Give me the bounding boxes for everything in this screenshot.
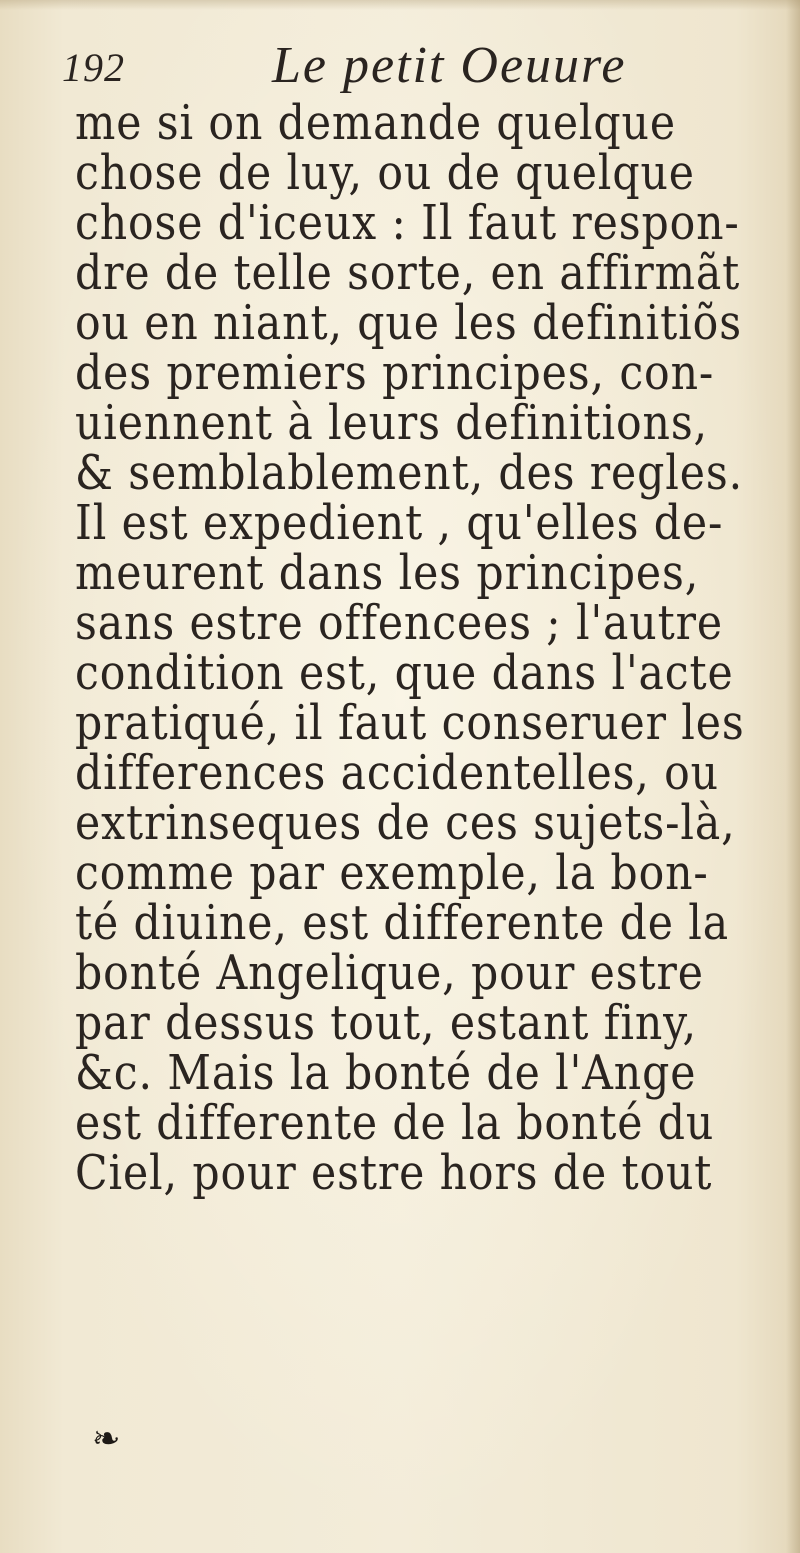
body-text <box>0 95 800 1201</box>
text-line-2: chose de luy, ou de quelque <box>75 145 695 201</box>
text-line-15: extrinseques de ces sujets-là, <box>75 795 736 851</box>
text-line-19: par dessus tout, estant finy, <box>75 995 697 1051</box>
text-line-22: Ciel, pour estre hors de tout <box>75 1145 713 1201</box>
text-line-11: sans estre offencees ; l'autre <box>75 595 723 651</box>
text-line-12: condition est, que dans l'acte <box>75 645 734 701</box>
text-line-10: meurent dans les principes, <box>75 545 700 601</box>
text-line-18: bonté Angelique, pour estre <box>75 945 704 1001</box>
text-line-5: ou en niant, que les definitiõs <box>75 295 742 351</box>
text-line-20: &c. Mais la bonté de l'Ange <box>75 1045 697 1101</box>
text-line-17: té diuine, est differente de la <box>75 895 729 951</box>
text-line-1: me si on demande quelque <box>75 95 676 151</box>
page-header <box>62 36 722 96</box>
text-line-21: est differente de la bonté du <box>75 1095 715 1151</box>
text-line-7: uiennent à leurs definitions, <box>75 395 708 451</box>
text-line-9: Il est expedient , qu'elles de- <box>75 495 724 551</box>
text-line-14: differences accidentelles, ou <box>75 745 719 801</box>
text-line-4: dre de telle sorte, en affirmãt <box>75 245 741 301</box>
text-line-3: chose d'iceux : Il faut respon- <box>75 195 740 251</box>
page-number: 192 <box>62 45 125 90</box>
text-line-16: comme par exemple, la bon- <box>75 845 709 901</box>
text-line-13: pratiqué, il faut conseruer les <box>75 695 745 751</box>
page-top-edge-shadow <box>0 0 800 10</box>
running-title: Le petit Oeuure <box>272 37 627 94</box>
fleuron-icon: ❧ <box>92 1419 121 1459</box>
text-line-6: des premiers principes, con- <box>75 345 715 401</box>
text-line-8: & semblablement, des regles. <box>75 445 744 501</box>
